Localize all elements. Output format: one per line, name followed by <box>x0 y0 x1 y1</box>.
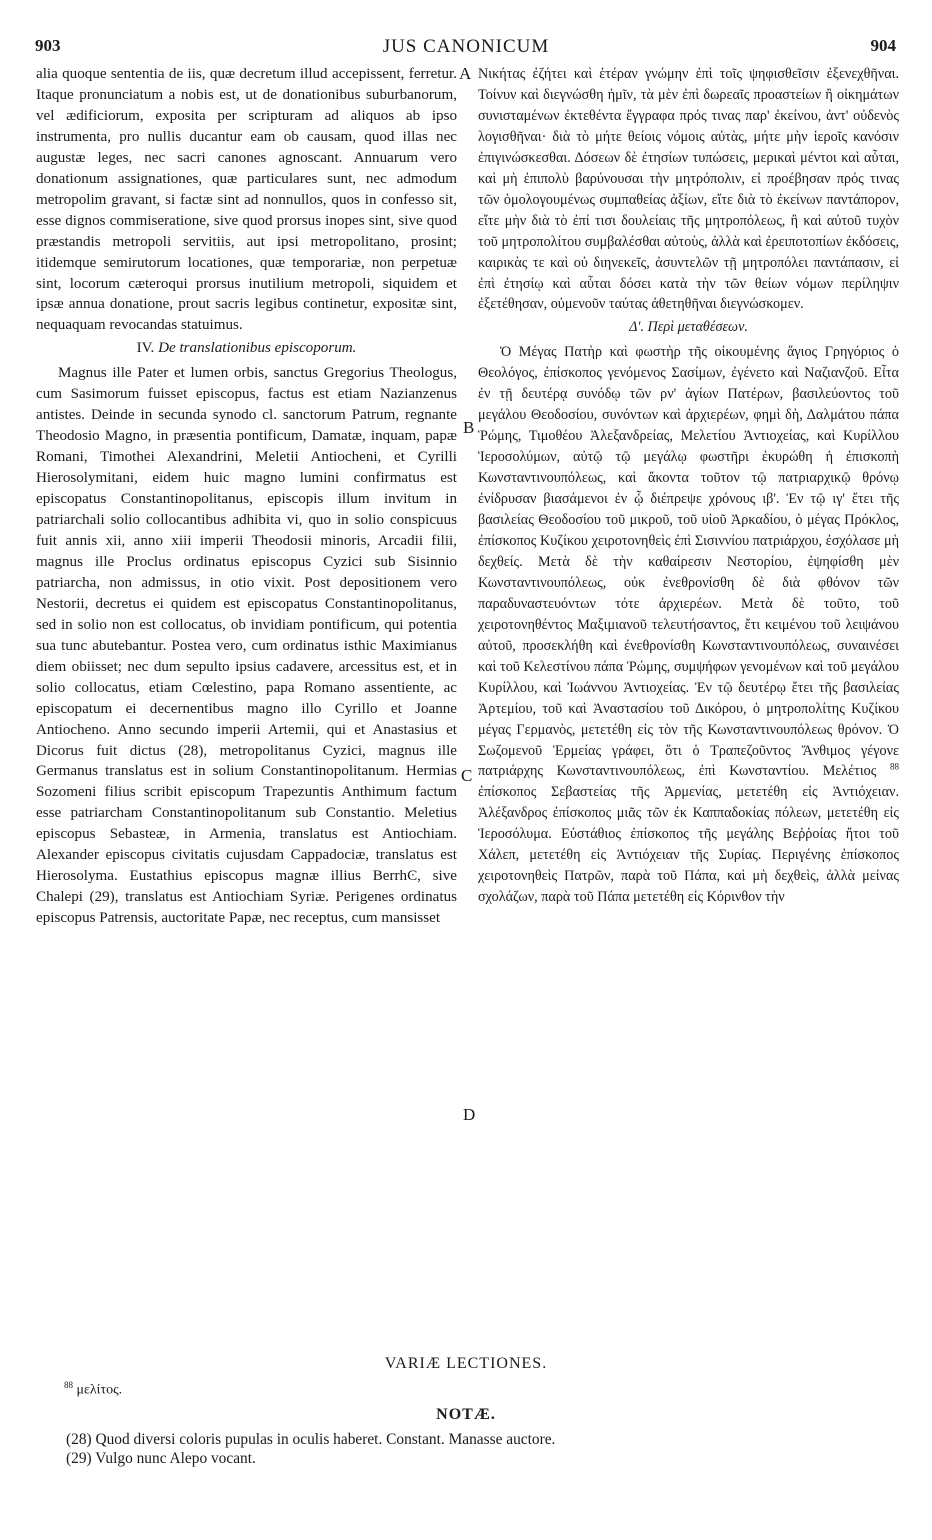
margin-letter-a: A <box>459 64 472 83</box>
footnote-ref-88: 88 <box>890 761 899 772</box>
latin-section-heading <box>36 338 457 359</box>
greek-section-heading: Δ'. Περὶ μεταθέσεων. <box>629 319 748 336</box>
variae-lectiones-heading: VARIÆ LECTIONES. <box>384 1355 548 1372</box>
latin-section-number: IV. <box>136 340 155 357</box>
margin-letter-b: B <box>463 418 475 437</box>
note-29: (29) Vulgo nunc Alepo vocant. <box>66 1450 256 1467</box>
running-title: JUS CANONICUM <box>382 36 550 57</box>
greek-paragraph-2-continuation: ἐπίσκοπος Σεβαστείας τῆς Ἀρμενίας, μετετέθη εἰς Ἀντιόχειαν. Ἀλέξανδρος ἐπίσκοπος μιᾶς τῶν ἐκ Καππαδοκίας πόλεων, μετετέθη εἰς Ἱεροσόλυμα. Εὐστάθιος ἐπίσκοπος τῆς μεγάλης Βεῤῥοίας ἤτοι τοῦ Χάλεπ, μετετέθη εἰς Ἀντιόχειαν τῆς Συρίας. Περιγένης ἐπίσκοπος χειροτονηθεὶς Πατρῶν, παρὰ τοῦ Πάπα, καὶ μὴ δεχθεὶς, ἀλλὰ μείνας σχολάζων, παρὰ τοῦ Πάπα μετετέθη εἰς Κόρινθον τὴν <box>478 784 899 906</box>
note-28: (28) Quod diversi coloris pupulas in oculis haberet. Constant. Manasse auctore. <box>66 1431 556 1448</box>
variant-text: μελίτος. <box>76 1382 123 1398</box>
greek-column <box>478 64 899 1349</box>
variant-reading <box>64 1380 122 1399</box>
greek-paragraph-2 <box>478 342 899 908</box>
latin-column <box>36 64 457 1349</box>
notae-heading: NOTÆ. <box>436 1406 496 1423</box>
left-page-number: 903 <box>35 36 61 55</box>
margin-letter-d: D <box>463 1105 476 1124</box>
margin-letter-c: C <box>461 766 473 785</box>
right-page-number: 904 <box>870 36 896 55</box>
greek-paragraph-1: Νικήτας ἐζήτει καὶ ἑτέραν γνώμην ἐπὶ τοῖς ψηφισθεῖσιν ἐξενεχθῆναι. Τοίνυν καὶ διεγνώσθη ἡμῖν, τὰ μὲν ἐπὶ δωρεαῖς προαστείων ἢ οἰκημάτων συνισταμένων ἐκτεθέντα ἔγγραφα πρός τινας παρ' ἐκείνου, ἀντ' οὐδενὸς λογισθῆναι· διὰ τὸ μήτε θείοις νόμοις αὐτὰς, μήτε μὴν ἱεροῖς κανόσιν ἐπιγινώσκεσθαι. Δόσεων δὲ ἐτησίων τυπώσεις, μερικαὶ μέντοι καὶ αὗται, καὶ μὴ ἐπιπολὺ βαρύνουσαι τὴν μητρόπολιν, εἰ προέβησαν πρός τινας τῶν ὁμολογουμένως συμπαθείας ἀξίων, εἴτε διὰ τὸ ἐκείνων παντάπορον, εἴτε μὴν διὰ τὸ ἐπί τισι δουλείαις τῆς μητροπόλεως, ἢ καὶ αὐτοῦ τυχὸν τοῦ μητροπολίτου συμβαλέσθαι αὐτοὺς, ἀλλὰ καὶ ἐρειποτοπίων ἐκδόσεις, καιρικὰς τε καὶ οὐ διηνεκεῖς, ἀσυντελῶν τῇ μητροπόλει παντάπασιν, εἰ ἐπὶ ἐτησίῳ καὶ αὗται δόσει κατὰ τὴν τῶν θείων νόμων περίληψιν ἐξετέθησαν, οὐμενοῦν ταύτας ἀθετηθῆναι διεγνώσκομεν. <box>478 66 899 313</box>
latin-paragraph-1: alia quoque sententia de iis, quæ decretum illud accepissent, ferretur. Itaque pronunciatum a nobis est, ut de donationibus suburbanorum, vel ædificiorum, exposita per scripturam ad aliquos ab ipso instrumenta, pro nullis ducantur eam ob causam, quod illas nec augustæ leges, nec sacri canones agnoscant. Annuarum vero donationum assignationes, quæ particulares sunt, nec admodum metropolim gravant, si factæ sint ad nonnullos, quos in confesso sit, esse dignos commiseratione, sive quod prorsus inopes sint, sive quod præstandis metropoli servitiis, aut ipsi metropolitano, prosint; itidemque semirutorum locationes, quæ temporariæ, non perpetuæ sint, locorum cæteroqui prorsus inutilium metropoli, siquidem et ipsæ annua donatione, prout sacris legibus continetur, expositæ sint, nequaquam revocandas statuimus. <box>36 66 457 334</box>
variant-number: 88 <box>64 1380 73 1390</box>
latin-section-title: De translationibus episcoporum. <box>158 340 357 357</box>
greek-paragraph-2-text: Ὁ Μέγας Πατὴρ καὶ φωστὴρ τῆς οἰκουμένης ἅγιος Γρηγόριος ὁ Θεολόγος, ἐπίσκοπος γενόμενος Σασίμων, ἐγένετο καὶ Ναζιανζοῦ. Εἶτα ἐν τῇ δευτέρᾳ συνόδῳ τῶν ρν' ἁγίων Πατέρων, βασιλεύοντος τοῦ μεγάλου Θεοδοσίου, συνόντων καὶ ἀρχιερέων, φημὶ δὴ, Δαλμάτου πάπα Ῥώμης, Τιμοθέου Ἀλεξανδρείας, Μελετίου Ἀντιοχείας, καὶ Κυρίλλου Ἱεροσολύμων, αὐτῷ τῷ μεγάλῳ φωστῆρι ἐκυρώθη ἡ ἐπισκοπὴ Κωνσταντινουπόλεως, καὶ ἄκοντα τοῦτον τῷ πατριαρχικῷ θρόνῳ ἐνίδρυσαν βιασάμενοι ἐν ᾧ διέπρεψε χρόνους ιβ'. Ἐν τῷ ιγ' ἔτει τῆς βασιλείας Θεοδοσίου τοῦ μικροῦ, τοῦ υἱοῦ Ἀρκαδίου, ὁ μέγας Πρόκλος, ἐπίσκοπος Κυζίκου χειροτονηθεὶς ἐπὶ Σισιννίου πατριάρχου, ἐσχόλασε μὴ δεχθείς. Μετὰ δὲ τὴν καθαίρεσιν Νεστορίου, ἐψηφίσθη μὲν Κωνσταντινουπόλεως, οὐκ ἐνεθρονίσθη δὲ διὰ φθόνον τῶν παραδυναστευόντων τότε ἀρχιερέων. Μετὰ δὲ τοῦτο, τοῦ χειροτονηθέντος Μαξιμιανοῦ τελευτήσαντος, ἔτι κειμένου τοῦ λειψάνου αὐτοῦ, προσεκλήθη καὶ ἐνεθρονίσθη Κωνσταντινουπόλεως, συναινέσει καὶ τοῦ Κελεστίνου πάπα Ῥώμης, συμψήφων γενομένων καὶ τοῦ μεγάλου Κυρίλλου, καὶ Ἰωάννου Ἀντιοχείας. Ἐν τῷ δευτέρῳ ἔτει τῆς βασιλείας Ἀρτεμίου, τοῦ καὶ Ἀναστασίου τοῦ Δικόρου, ὁ μητροπολίτης Κυζίκου μέγας Γερμανὸς, μετετέθη εἰς τὸν τῆς Κωνσταντινουπόλεως θρόνον. Ὁ Σωζομενοῦ Ἑρμείας γράφει, ὅτι ὁ Τραπεζοῦντος Ἄνθιμος γέγονε πατριάρχης Κωνσταντινουπόλεως, ἐπὶ Κωνσταντίου. Μελέτιος <box>478 344 899 780</box>
latin-paragraph-2: Magnus ille Pater et lumen orbis, sanctus Gregorius Theologus, cum Sasimorum fuisset episcopus, factus est etiam Nazianzenus antistes. Deinde in secunda synodo cl. sanctorum Patrum, regnante Theodosio Magno, in præsentia pontificum, Damatæ, inquam, papæ Romani, Timothei Alexandrini, Meletii Antiocheni, et Cyrilli Hierosolymitani, eidem huic magno lumini confirmatus est episcopatus Constantinopolitanus, episcopis illum invitum in patriarchali solio collocantibus adhibita vi, quo in solio conspicuus fuit annis xii, anno xiii imperii Theodosii minoris, Arcadii filii, magnus ille Proclus ordinatus episcopus Cyzici sub Sisinnio patriarcha, non admissus, in otio vixit. Post depositionem vero Nestorii, decretus ei quidem est episcopatus Constantinopolitanus, sed in solio non est collocatus, ob invidiam pontificum, qui potentia sua tunc abutebantur. Postea vero, cum ordinatus isthic Maximianus diem obiisset; nec dum sepulto ipsius cadavere, arcessitus est, et in solio collocatus, etiam Cœlestino, papa Romano assentiente, ac episcopatum ei decernentibus magno illo Cyrillo et Joanne Antiocheno. Anno secundo imperii Artemii, qui et Anastasius et Dicorus fuit dictus (28), metropolitanus Cyzici, magnus ille Germanus translatus est in solium Constantinopolitanum. Hermias Sozomeni filius scribit episcopum Trapezuntis Anthimum factum esse patriarcham Constantinopolitanum sub Constantio. Meletius episcopus Sebasteæ, in Armenia, translatus est Antiochiam. Alexander episcopus civitatis cujusdam Cappadociæ, translatus est Hierosolyma. Eustathius episcopus magnæ illius BerrhϾ, sive Chalepi (29), translatus est Antiochiam Syriæ. Perigenes ordinatus episcopus Patrensis, auctoritate Papæ, nec receptus, cum mansisset <box>36 365 457 927</box>
page-header <box>0 36 932 60</box>
